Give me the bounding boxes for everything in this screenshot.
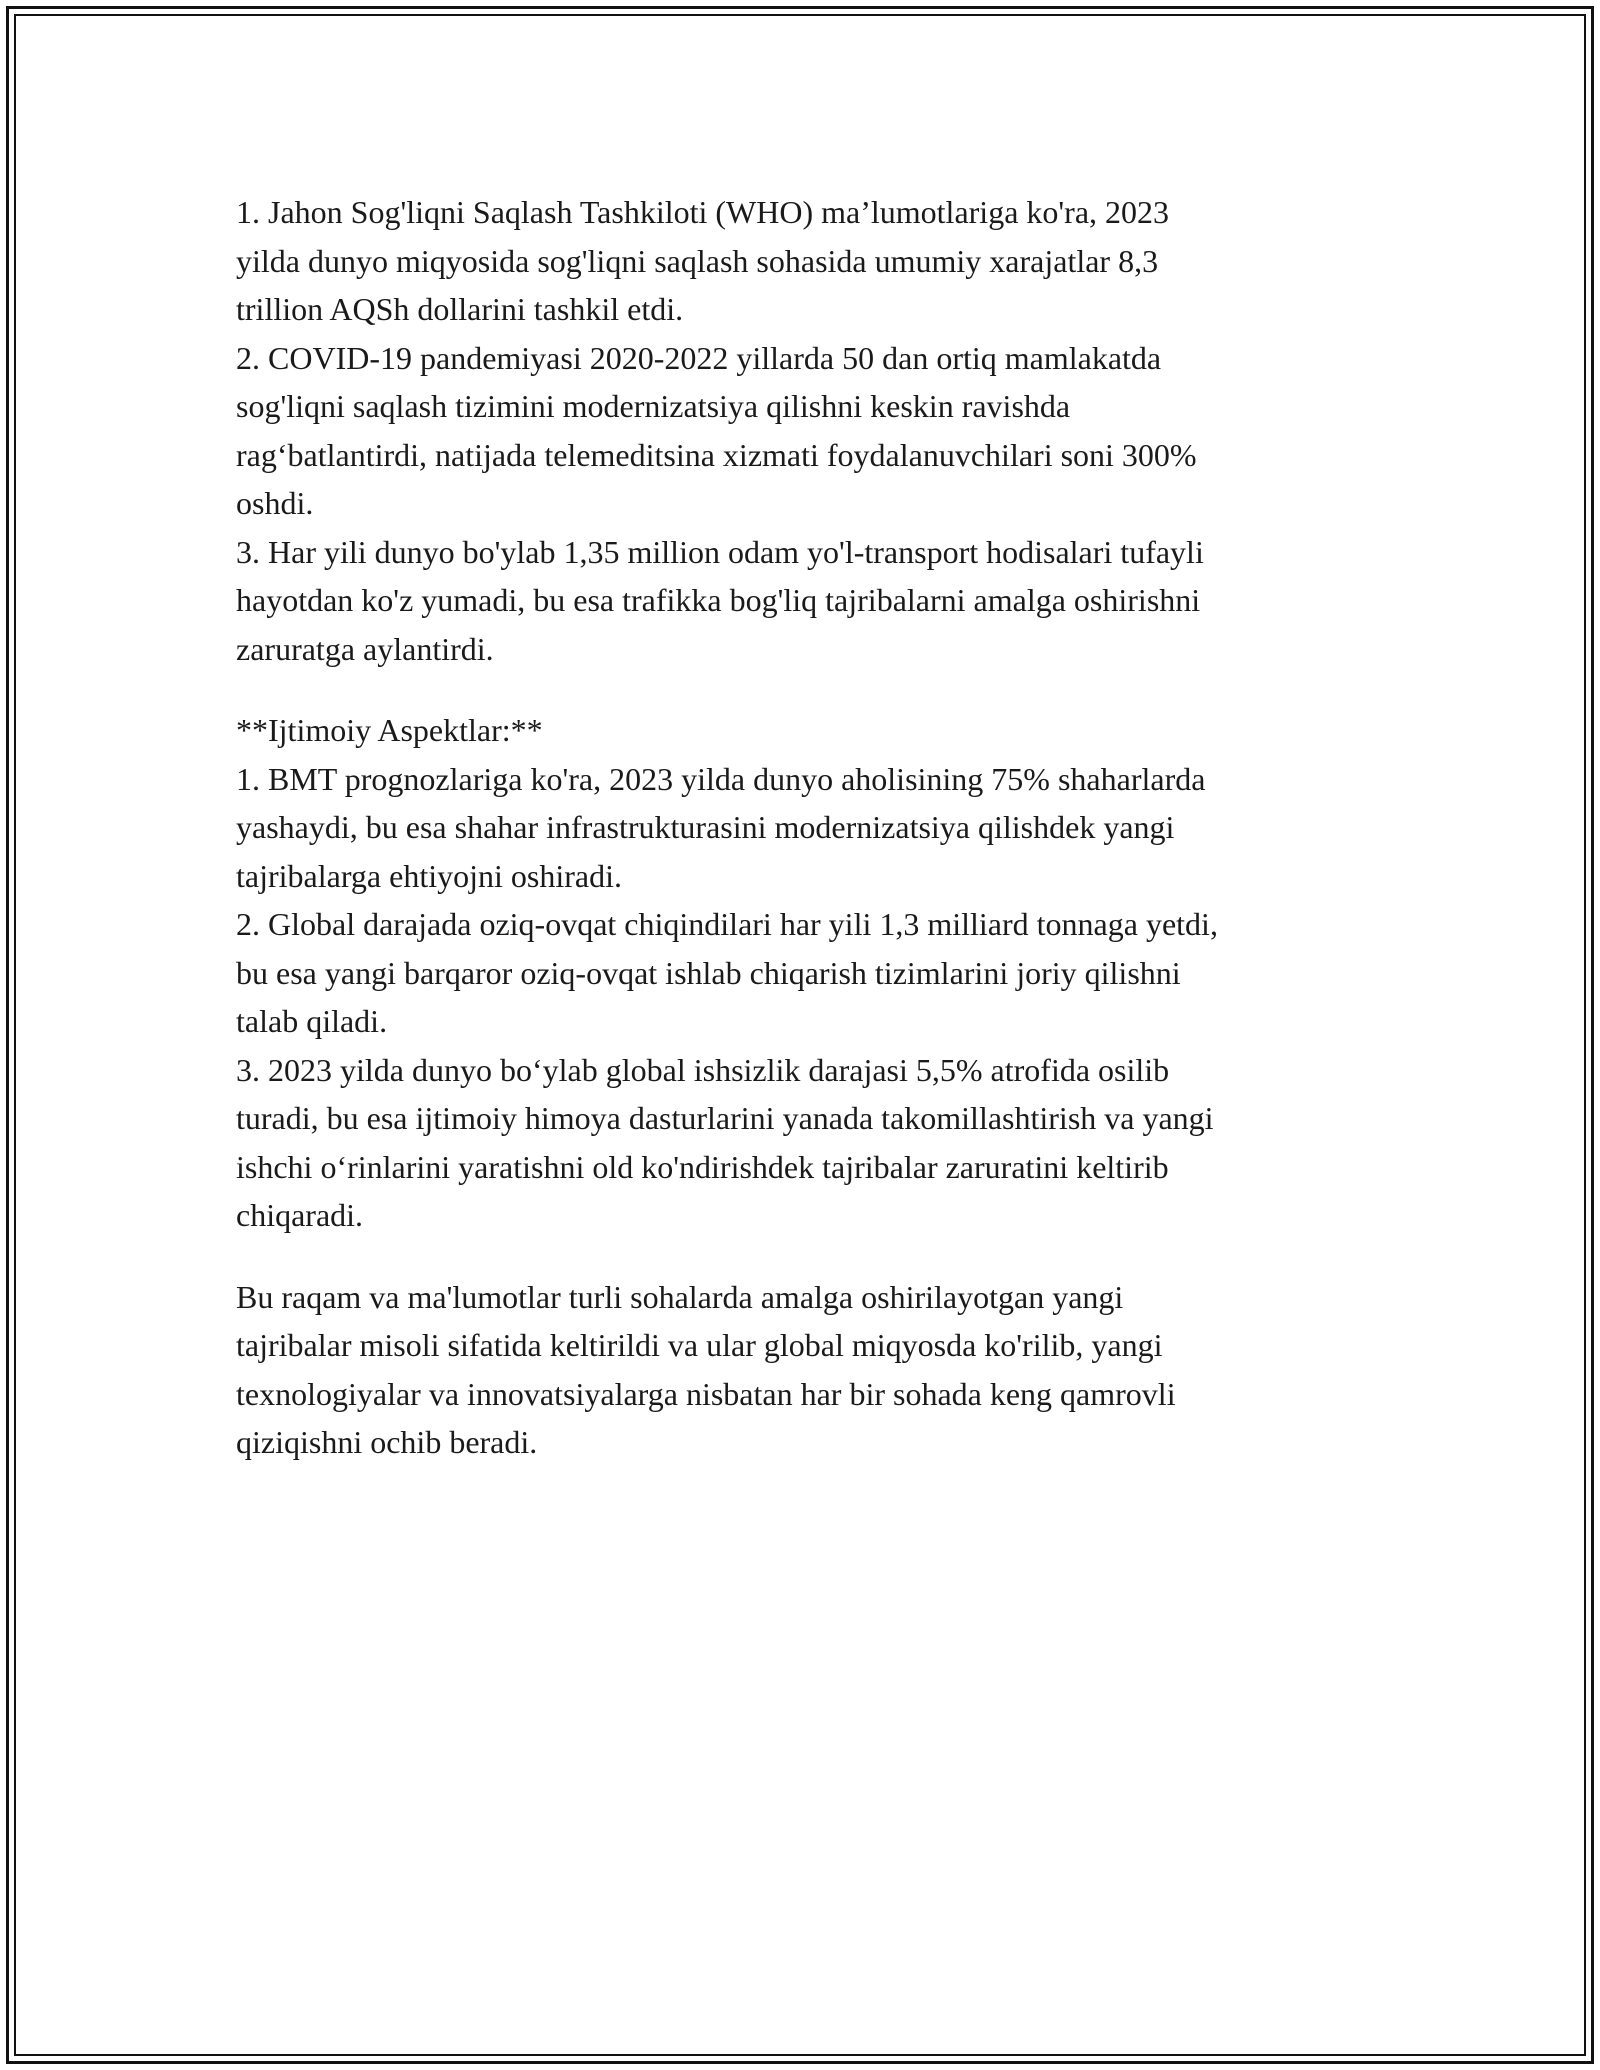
text-line: trillion AQSh dollarini tashkil etdi. (236, 291, 684, 327)
text-line: zaruratga aylantirdi. (236, 630, 494, 667)
paragraph-gap (236, 1240, 1376, 1273)
text-line: 1. BMT prognozlariga ko'ra, 2023 yilda dunyo aholisining 75% shaharlarda (236, 760, 1206, 797)
text-line: chiqaradi. (236, 1197, 364, 1233)
text-line: qiziqishni ochib beradi. (236, 1424, 538, 1460)
text-line: tajribalarga ehtiyojni oshiradi. (236, 857, 622, 894)
text-line: 2. Global darajada oziq-ovqat chiqindilari har yili 1,3 milliard tonnaga yetdi, (236, 906, 1218, 942)
text-line: sog'liqni saqlash tizimini modernizatsiya qilishni keskin ravishda (236, 388, 1071, 424)
text-line: oshdi. (236, 485, 314, 521)
document-body (236, 188, 1376, 1467)
conclusion-block (236, 1273, 1376, 1467)
section-heading: **Ijtimoiy Aspektlar:** (236, 712, 543, 748)
text-line: ishchi o‘rinlarini yaratishni old ko'ndirishdek tajribalar zaruratini keltirib (236, 1148, 1169, 1185)
text-line: texnologiyalar va innovatsiyalarga nisbatan har bir sohada keng qamrovli (236, 1375, 1176, 1412)
social-aspects-block (236, 706, 1376, 1240)
text-line: yilda dunyo miqyosida sog'liqni saqlash sohasida umumiy xarajatlar 8,3 (236, 242, 1159, 279)
text-line: 3. 2023 yilda dunyo bo‘ylab global ishsizlik darajasi 5,5% atrofida osilib (236, 1051, 1170, 1088)
text-line: 1. Jahon Sog'liqni Saqlash Tashkiloti (WHO) ma’lumotlariga ko'ra, 2023 (236, 194, 1170, 230)
text-line: hayotdan ko'z yumadi, bu esa trafikka bog'liq tajribalarni amalga oshirishni (236, 582, 1201, 618)
text-line: 3. Har yili dunyo bo'ylab 1,35 million odam yo'l-transport hodisalari tufayli (236, 533, 1204, 570)
text-line: tajribalar misoli sifatida keltirildi va ular global miqyosda ko'rilib, yangi (236, 1327, 1163, 1363)
text-line: rag‘batlantirdi, natijada telemeditsina xizmati foydalanuvchilari soni 300% (236, 436, 1197, 473)
text-line: bu esa yangi barqaror oziq-ovqat ishlab chiqarish tizimlarini joriy qilishni (236, 954, 1181, 991)
paragraph-gap (236, 673, 1376, 706)
text-line: talab qiladi. (236, 1003, 388, 1039)
text-line: 2. COVID-19 pandemiyasi 2020-2022 yillarda 50 dan ortiq mamlakatda (236, 339, 1162, 376)
text-line: turadi, bu esa ijtimoiy himoya dasturlarini yanada takomillashtirish va yangi (236, 1100, 1214, 1136)
text-line: yashaydi, bu esa shahar infrastrukturasini modernizatsiya qilishdek yangi (236, 809, 1175, 845)
text-line: Bu raqam va ma'lumotlar turli sohalarda amalga oshirilayotgan yangi (236, 1278, 1124, 1315)
statistics-block (236, 188, 1376, 673)
